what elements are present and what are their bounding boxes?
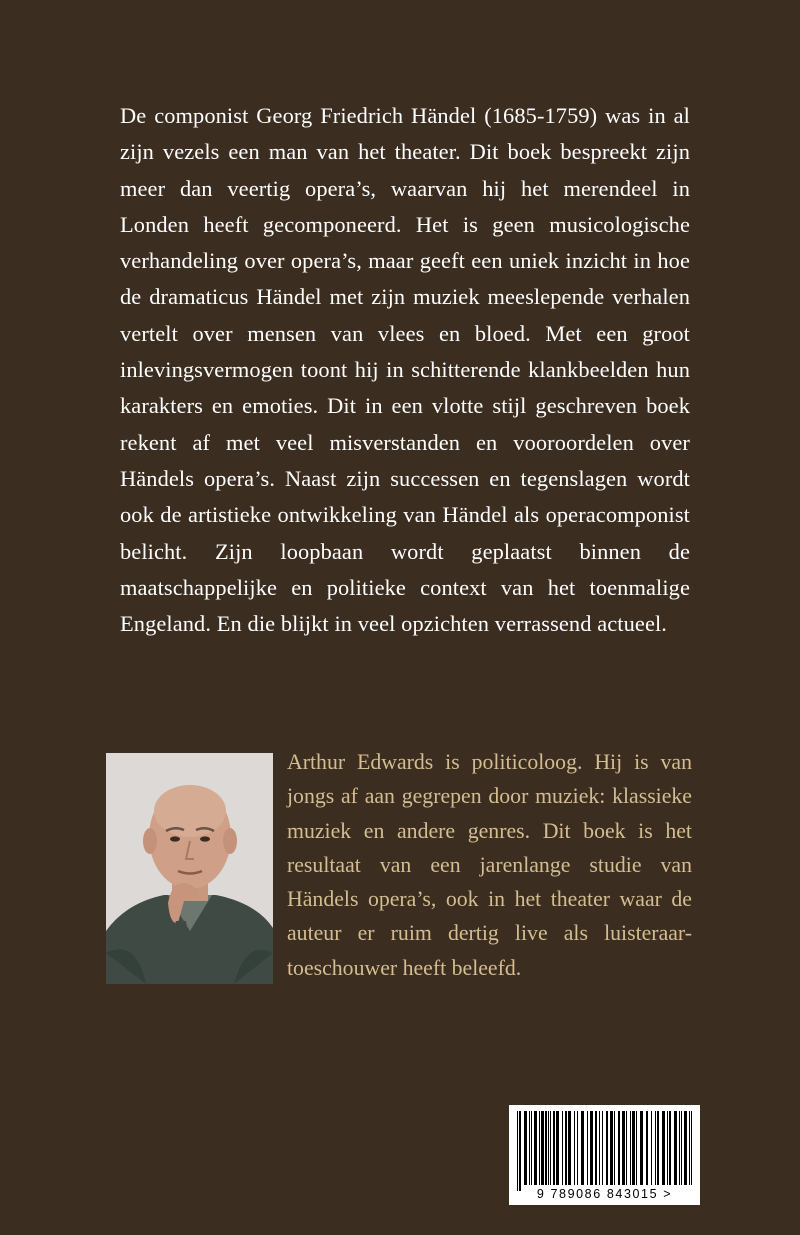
author-photo bbox=[106, 753, 273, 984]
author-bio: Arthur Edwards is politicoloog. Hij is van jongs af aan gegrepen door muziek: klassieke muziek en andere genres. Dit boek is het resultaat van een jarenlange studie van Händels opera’s, ook in het theater waar de auteur er ruim dertig live als luisteraar-toeschouwer heeft beleefd. bbox=[287, 750, 692, 980]
isbn-digits: 9 789086 843015 > bbox=[536, 1187, 673, 1201]
isbn-barcode bbox=[509, 1105, 700, 1205]
book-blurb: De componist Georg Friedrich Händel (1685-1759) was in al zijn vezels een man van het theater. Dit boek bespreekt zijn meer dan veertig opera’s, waarvan hij het merendeel in Londen heeft gecomponeerd. Het is geen musicologische verhandeling over opera’s, maar geeft een uniek inzicht in hoe de dramaticus Händel met zijn muziek meeslepende verhalen vertelt over mensen van vlees en bloed. Met een groot inlevingsvermogen toont hij in schitterende klankbeelden hun karakters en emoties. Dit in een vlotte stijl geschreven boek rekent af met veel misverstanden en vooroordelen over Händels opera’s. Naast zijn successen en tegenslagen wordt ook de artistieke ontwikkeling van Händel als operacomponist belicht. Zijn loopbaan wordt geplaatst binnen de maatschappelijke en politieke context van het toenmalige Engeland. En die blijkt in veel opzichten verrassend actueel. bbox=[120, 103, 690, 637]
